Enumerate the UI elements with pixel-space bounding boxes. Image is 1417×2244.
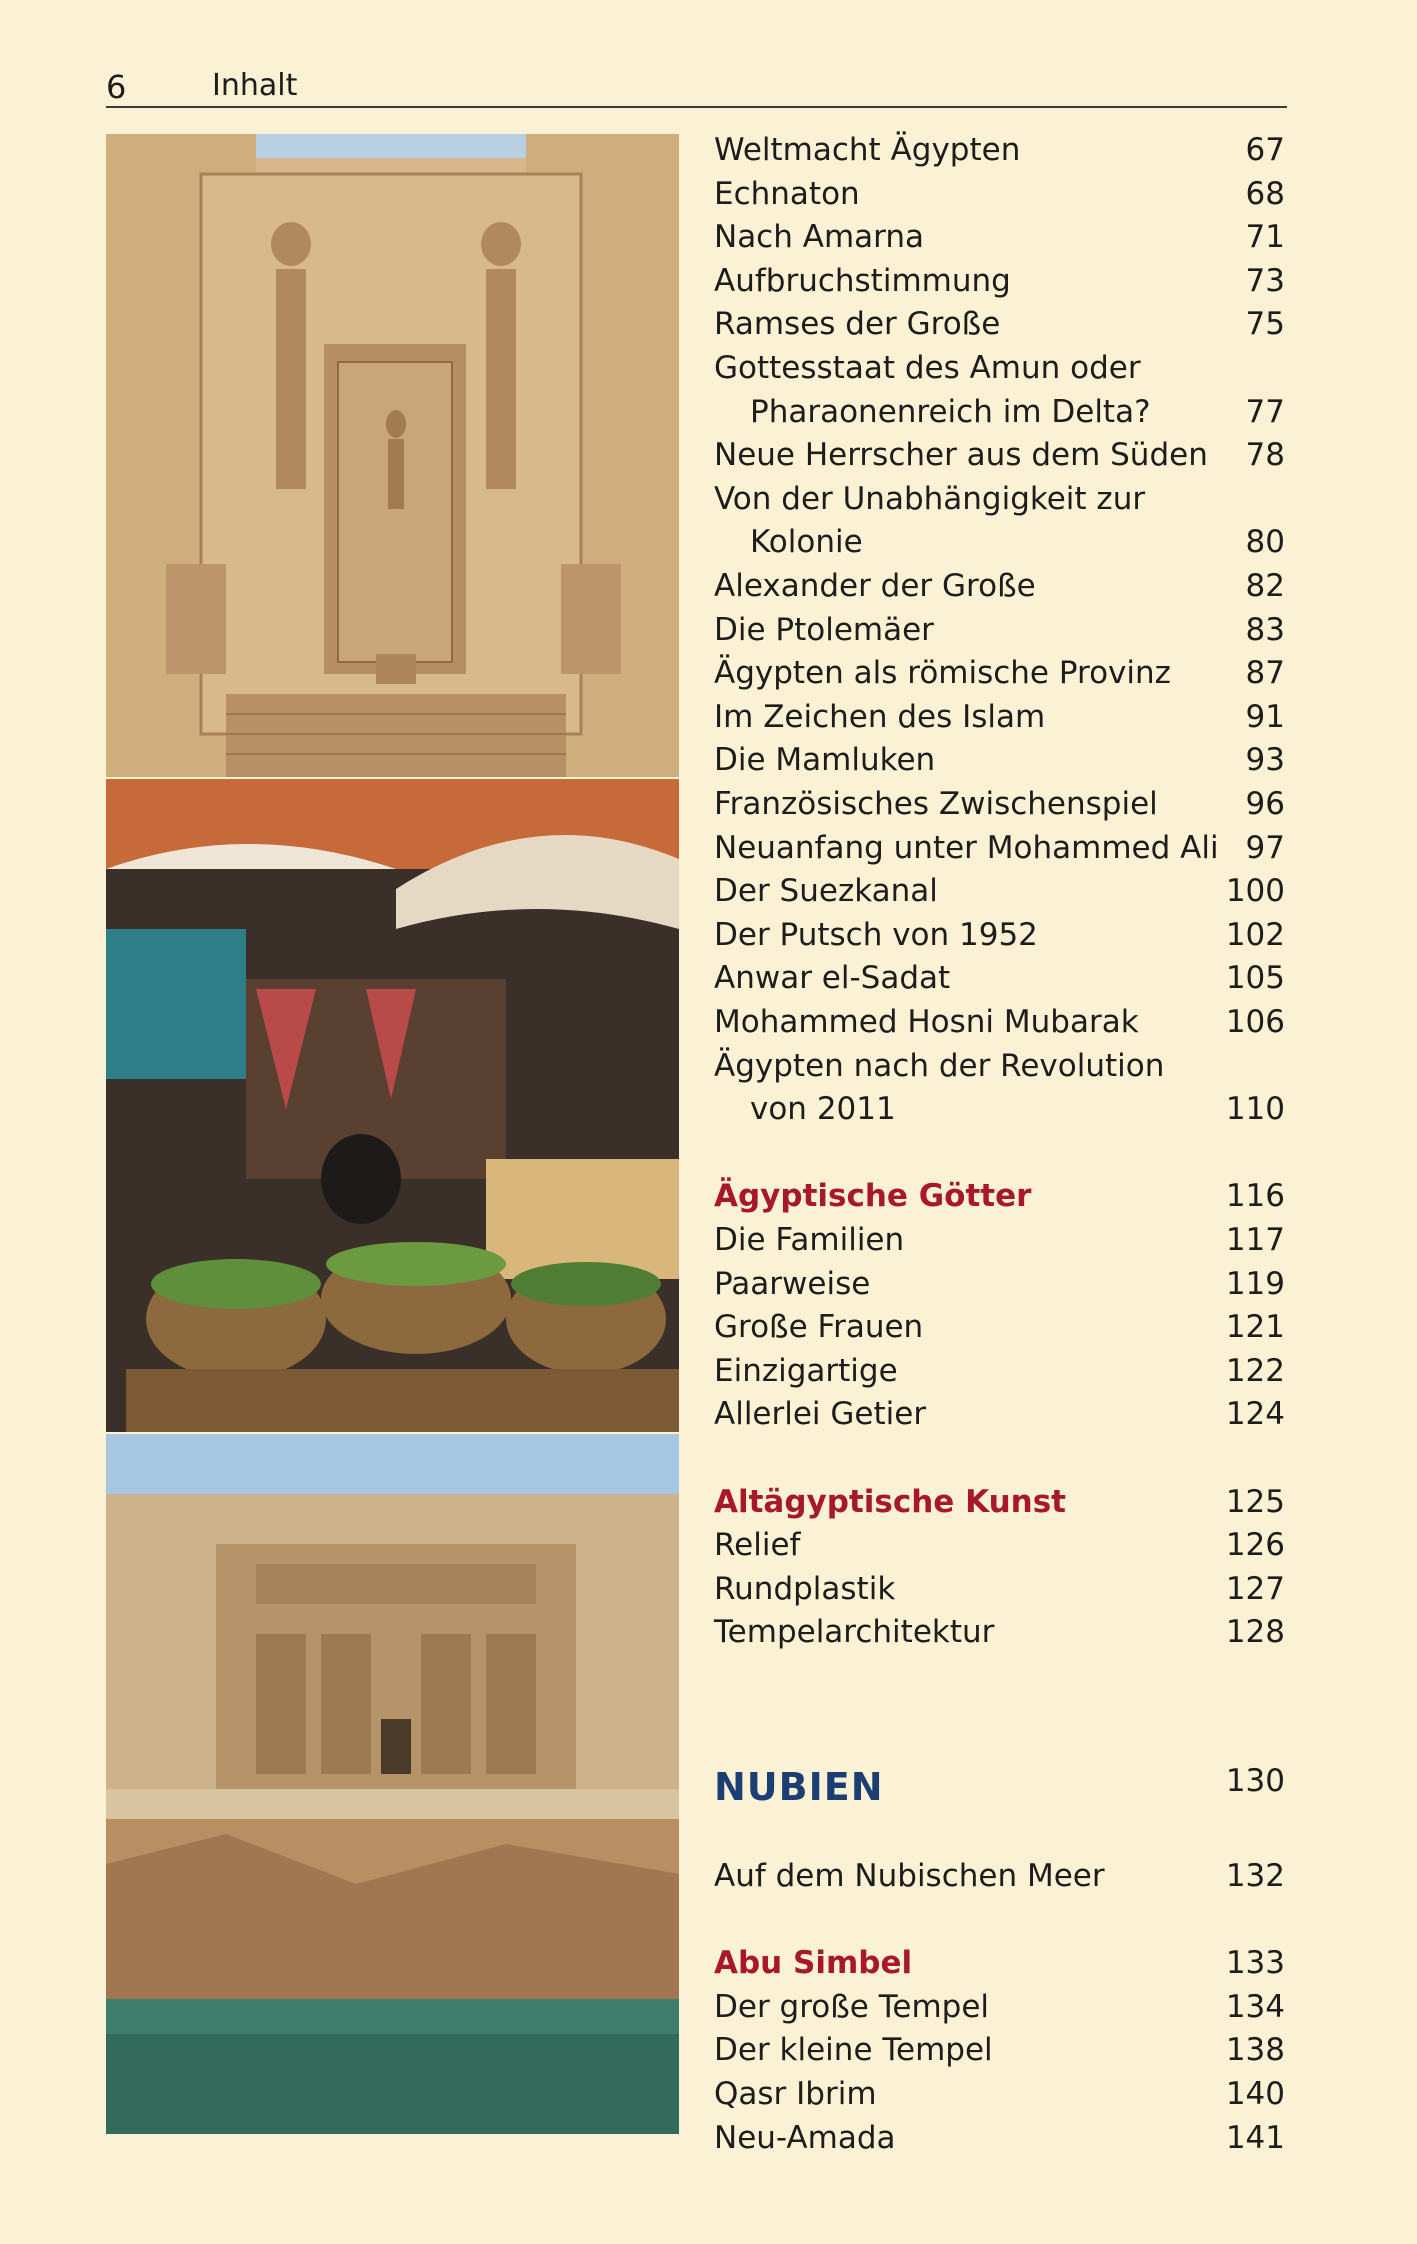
toc-entry[interactable]: Die Familien 117	[714, 1222, 1285, 1258]
toc-entry[interactable]: Auf dem Nubischen Meer 132	[714, 1858, 1285, 1894]
toc-entry[interactable]: Der Suezkanal 100	[714, 873, 1285, 910]
toc-entry[interactable]: Nach Amarna 71	[714, 219, 1285, 256]
toc-section-heading[interactable]: Altägyptische Kunst 125	[714, 1483, 1285, 1520]
page-number: 6	[106, 68, 127, 106]
page-header	[106, 62, 1287, 108]
toc-entry[interactable]: Pharaonenreich im Delta? 77	[750, 393, 1285, 430]
toc-entry[interactable]: Ramses der Große 75	[714, 306, 1285, 343]
toc-entry[interactable]: Allerlei Getier 124	[714, 1396, 1285, 1433]
toc-entry[interactable]: Paarweise 119	[714, 1265, 1285, 1302]
toc-entry[interactable]: Der kleine Tempel 138	[714, 2032, 1285, 2069]
toc-section-heading[interactable]: Abu Simbel 133	[714, 1945, 1285, 1982]
toc-entry[interactable]: Weltmacht Ägypten 67	[714, 132, 1285, 168]
toc-entry[interactable]: Von der Unabhängigkeit zur	[714, 480, 1146, 517]
running-title: Inhalt	[212, 68, 298, 103]
photo-column	[106, 134, 679, 2134]
abu-simbel-photo	[106, 1434, 679, 2134]
toc-entry[interactable]: Anwar el-Sadat 105	[714, 960, 1285, 997]
toc-entry[interactable]: Neuanfang unter Mohammed Ali 97	[714, 829, 1285, 866]
toc-entry[interactable]: Neu-Amada 141	[714, 2119, 1285, 2156]
toc-entry[interactable]: Ägypten als römische Provinz 87	[714, 655, 1285, 692]
toc-entry[interactable]: Die Mamluken 93	[714, 742, 1285, 779]
toc-entry[interactable]: Tempelarchitektur 128	[714, 1614, 1285, 1651]
toc-entry[interactable]: Rundplastik 127	[714, 1570, 1285, 1607]
toc-entry[interactable]: Kolonie 80	[750, 524, 1285, 561]
toc-entry[interactable]: Qasr Ibrim 140	[714, 2076, 1285, 2112]
toc-section-heading[interactable]: Ägyptische Götter 116	[714, 1178, 1285, 1215]
toc-entry[interactable]: Die Ptolemäer 83	[714, 611, 1285, 648]
toc-entry[interactable]: Der Putsch von 1952 102	[714, 916, 1285, 953]
toc-entry[interactable]: Aufbruchstimmung 73	[714, 262, 1285, 299]
toc-entry[interactable]: Relief 126	[714, 1527, 1285, 1564]
toc-entry[interactable]: Große Frauen 121	[714, 1309, 1285, 1346]
toc-entry[interactable]: Der große Tempel 134	[714, 1988, 1285, 2025]
toc-entry[interactable]: Neue Herrscher aus dem Süden 78	[714, 437, 1285, 474]
toc-entry[interactable]: Gottesstaat des Amun oder	[714, 350, 1141, 386]
toc-entry[interactable]: Echnaton 68	[714, 175, 1285, 212]
toc-entry[interactable]: Ägypten nach der Revolution	[714, 1047, 1165, 1084]
toc-chapter-heading[interactable]: NUBIEN 130	[714, 1763, 1285, 1809]
toc-entry[interactable]: Französisches Zwischenspiel 96	[714, 786, 1285, 822]
market-stall-photo	[106, 779, 679, 1432]
toc-entry[interactable]: Alexander der Große 82	[714, 568, 1285, 604]
toc-entry[interactable]: Im Zeichen des Islam 91	[714, 698, 1285, 735]
toc-entry[interactable]: Einzigartige 122	[714, 1352, 1285, 1389]
temple-gate-photo	[106, 134, 679, 777]
toc-entry[interactable]: von 2011 110	[750, 1091, 1285, 1128]
toc-entry[interactable]: Mohammed Hosni Mubarak 106	[714, 1004, 1285, 1040]
